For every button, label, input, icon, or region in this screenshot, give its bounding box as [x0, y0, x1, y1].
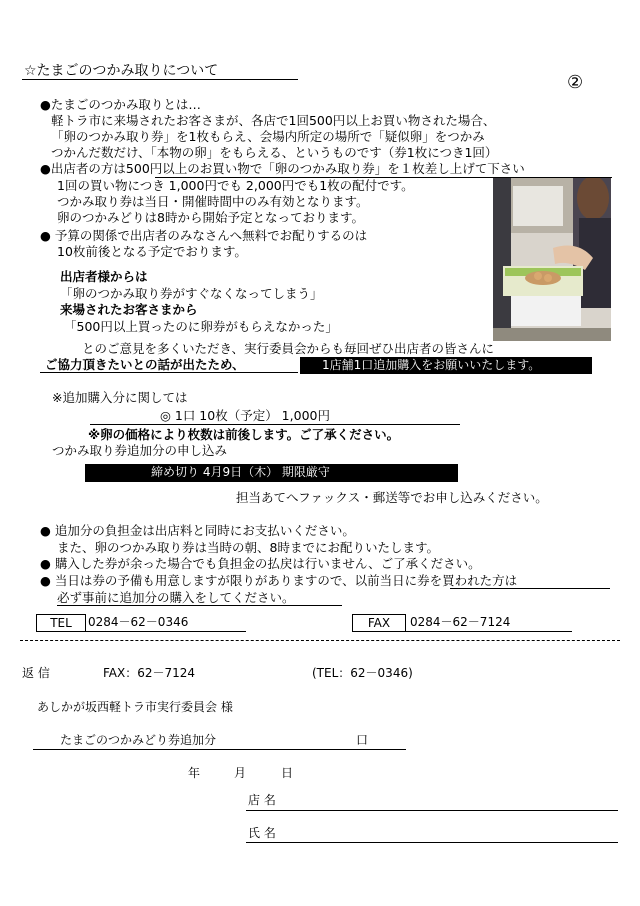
note-3: ● 購入した券が余った場合でも負担金の払戻は行いません、ご了承ください。 — [40, 556, 481, 571]
tel-label-box: TEL — [36, 614, 86, 632]
note-5-underline — [57, 605, 342, 606]
person-name-line[interactable] — [246, 842, 618, 843]
additional-note: ※追加購入分に関しては — [52, 390, 188, 405]
exhibitor-detail-2: つかみ取り券は当日・開催時間中のみ有効となります。 — [57, 194, 369, 209]
contact-instruction: 担当あてへファックス・郵送等でお申し込みください。 — [236, 490, 548, 505]
feedback-from-exhibitors: 出店者様からは — [60, 269, 148, 284]
intro-line-3: つかんだ数だけ、「本物の卵」をもらえる、というものです（券1枚につき1回） — [51, 145, 498, 160]
fax-number: 0284－62－7124 — [410, 615, 511, 629]
fax-label-box: FAX — [352, 614, 406, 632]
intro-line-1: 軽トラ市に来場されたお客さまが、各店で1回500円以上お買い物された場合、 — [51, 113, 496, 128]
exhibitor-detail-3: 卵のつかみどりは8時から開始予定となっております。 — [57, 210, 364, 225]
feedback-from-visitors: 来場されたお客さまから — [60, 302, 198, 317]
fax-underline — [352, 631, 572, 632]
note-4-underline — [450, 588, 610, 589]
page-number: ② — [567, 72, 584, 93]
cut-line — [20, 640, 620, 641]
deadline-banner: 締め切り 4月9日（木） 期限厳守 — [85, 464, 458, 482]
exhibitor-quote: 「卵のつかみ取り券がすぐなくなってしまう」 — [60, 286, 323, 301]
budget-line-2: 10枚前後となる予定でおります。 — [57, 244, 247, 259]
document-title: ☆たまごのつかみ取りについて — [24, 63, 219, 79]
note-5: 必ず事前に追加分の購入をしてください。 — [57, 590, 295, 605]
price-line: ◎ 1口 10枚（予定） 1,000円 — [160, 408, 330, 423]
date-year: 年 — [188, 766, 201, 780]
application-label: つかみ取り券追加分の申し込み — [52, 443, 228, 458]
date-day: 日 — [281, 766, 294, 780]
cooperation-text: ご協力頂きたいとの話が出たため、 — [45, 357, 245, 372]
request-banner: 1店舗1口追加購入をお願いいたします。 — [300, 357, 592, 374]
reply-item-line[interactable] — [33, 749, 406, 750]
reply-tel: (TEL：62－0346) — [312, 666, 413, 680]
intro-line-2: 「卵のつかみ取り券」を1枚もらえ、会場内所定の場所で「疑似卵」をつかみ — [51, 129, 485, 144]
reply-item-label: たまごのつかみどり券追加分 — [60, 733, 217, 747]
date-month: 月 — [234, 766, 247, 780]
budget-line-1: ● 予算の関係で出店者のみなさんへ無料でお配りするのは — [40, 228, 368, 243]
visitor-quote: 「500円以上買ったのに卵券がもらえなかった」 — [64, 319, 338, 334]
store-name-label: 店 名 — [248, 793, 276, 807]
cooperation-underline — [40, 372, 298, 373]
note-2: また、卵のつかみ取り券は当時の朝、8時までにお配りいたします。 — [57, 540, 439, 555]
feedback-summary: とのご意見を多くいただき、実行委員会からも毎回ぜひ出店者の皆さんに — [82, 341, 495, 356]
title-underline — [22, 79, 298, 80]
price-underline — [90, 424, 460, 425]
tel-underline — [36, 631, 246, 632]
store-name-line[interactable] — [246, 810, 618, 811]
reply-addressee: あしかが坂西軽トラ市実行委員会 様 — [37, 700, 233, 714]
tel-number: 0284－62－0346 — [88, 615, 189, 629]
exhibitor-instruction: ●出店者の方は500円以上のお買い物で「卵のつかみ取り券」を１枚差し上げて下さい — [40, 161, 525, 176]
note-4: ● 当日は券の予備も用意しますが限りがありますので、以前当日に券を買われた方は — [40, 573, 518, 588]
reply-item-unit: 口 — [356, 733, 369, 747]
event-photo — [493, 178, 611, 341]
price-caution: ※卵の価格により枚数は前後します。ご了承ください。 — [88, 427, 400, 442]
intro-heading: ●たまごのつかみ取りとは… — [40, 97, 201, 112]
reply-fax: FAX：62－7124 — [103, 666, 196, 680]
person-name-label: 氏 名 — [248, 826, 276, 840]
note-1: ● 追加分の負担金は出店料と同時にお支払いください。 — [40, 523, 355, 538]
exhibitor-detail-1: 1回の買い物につき 1,000円でも 2,000円でも1枚の配付です。 — [57, 178, 414, 193]
reply-label: 返 信 — [22, 666, 50, 680]
